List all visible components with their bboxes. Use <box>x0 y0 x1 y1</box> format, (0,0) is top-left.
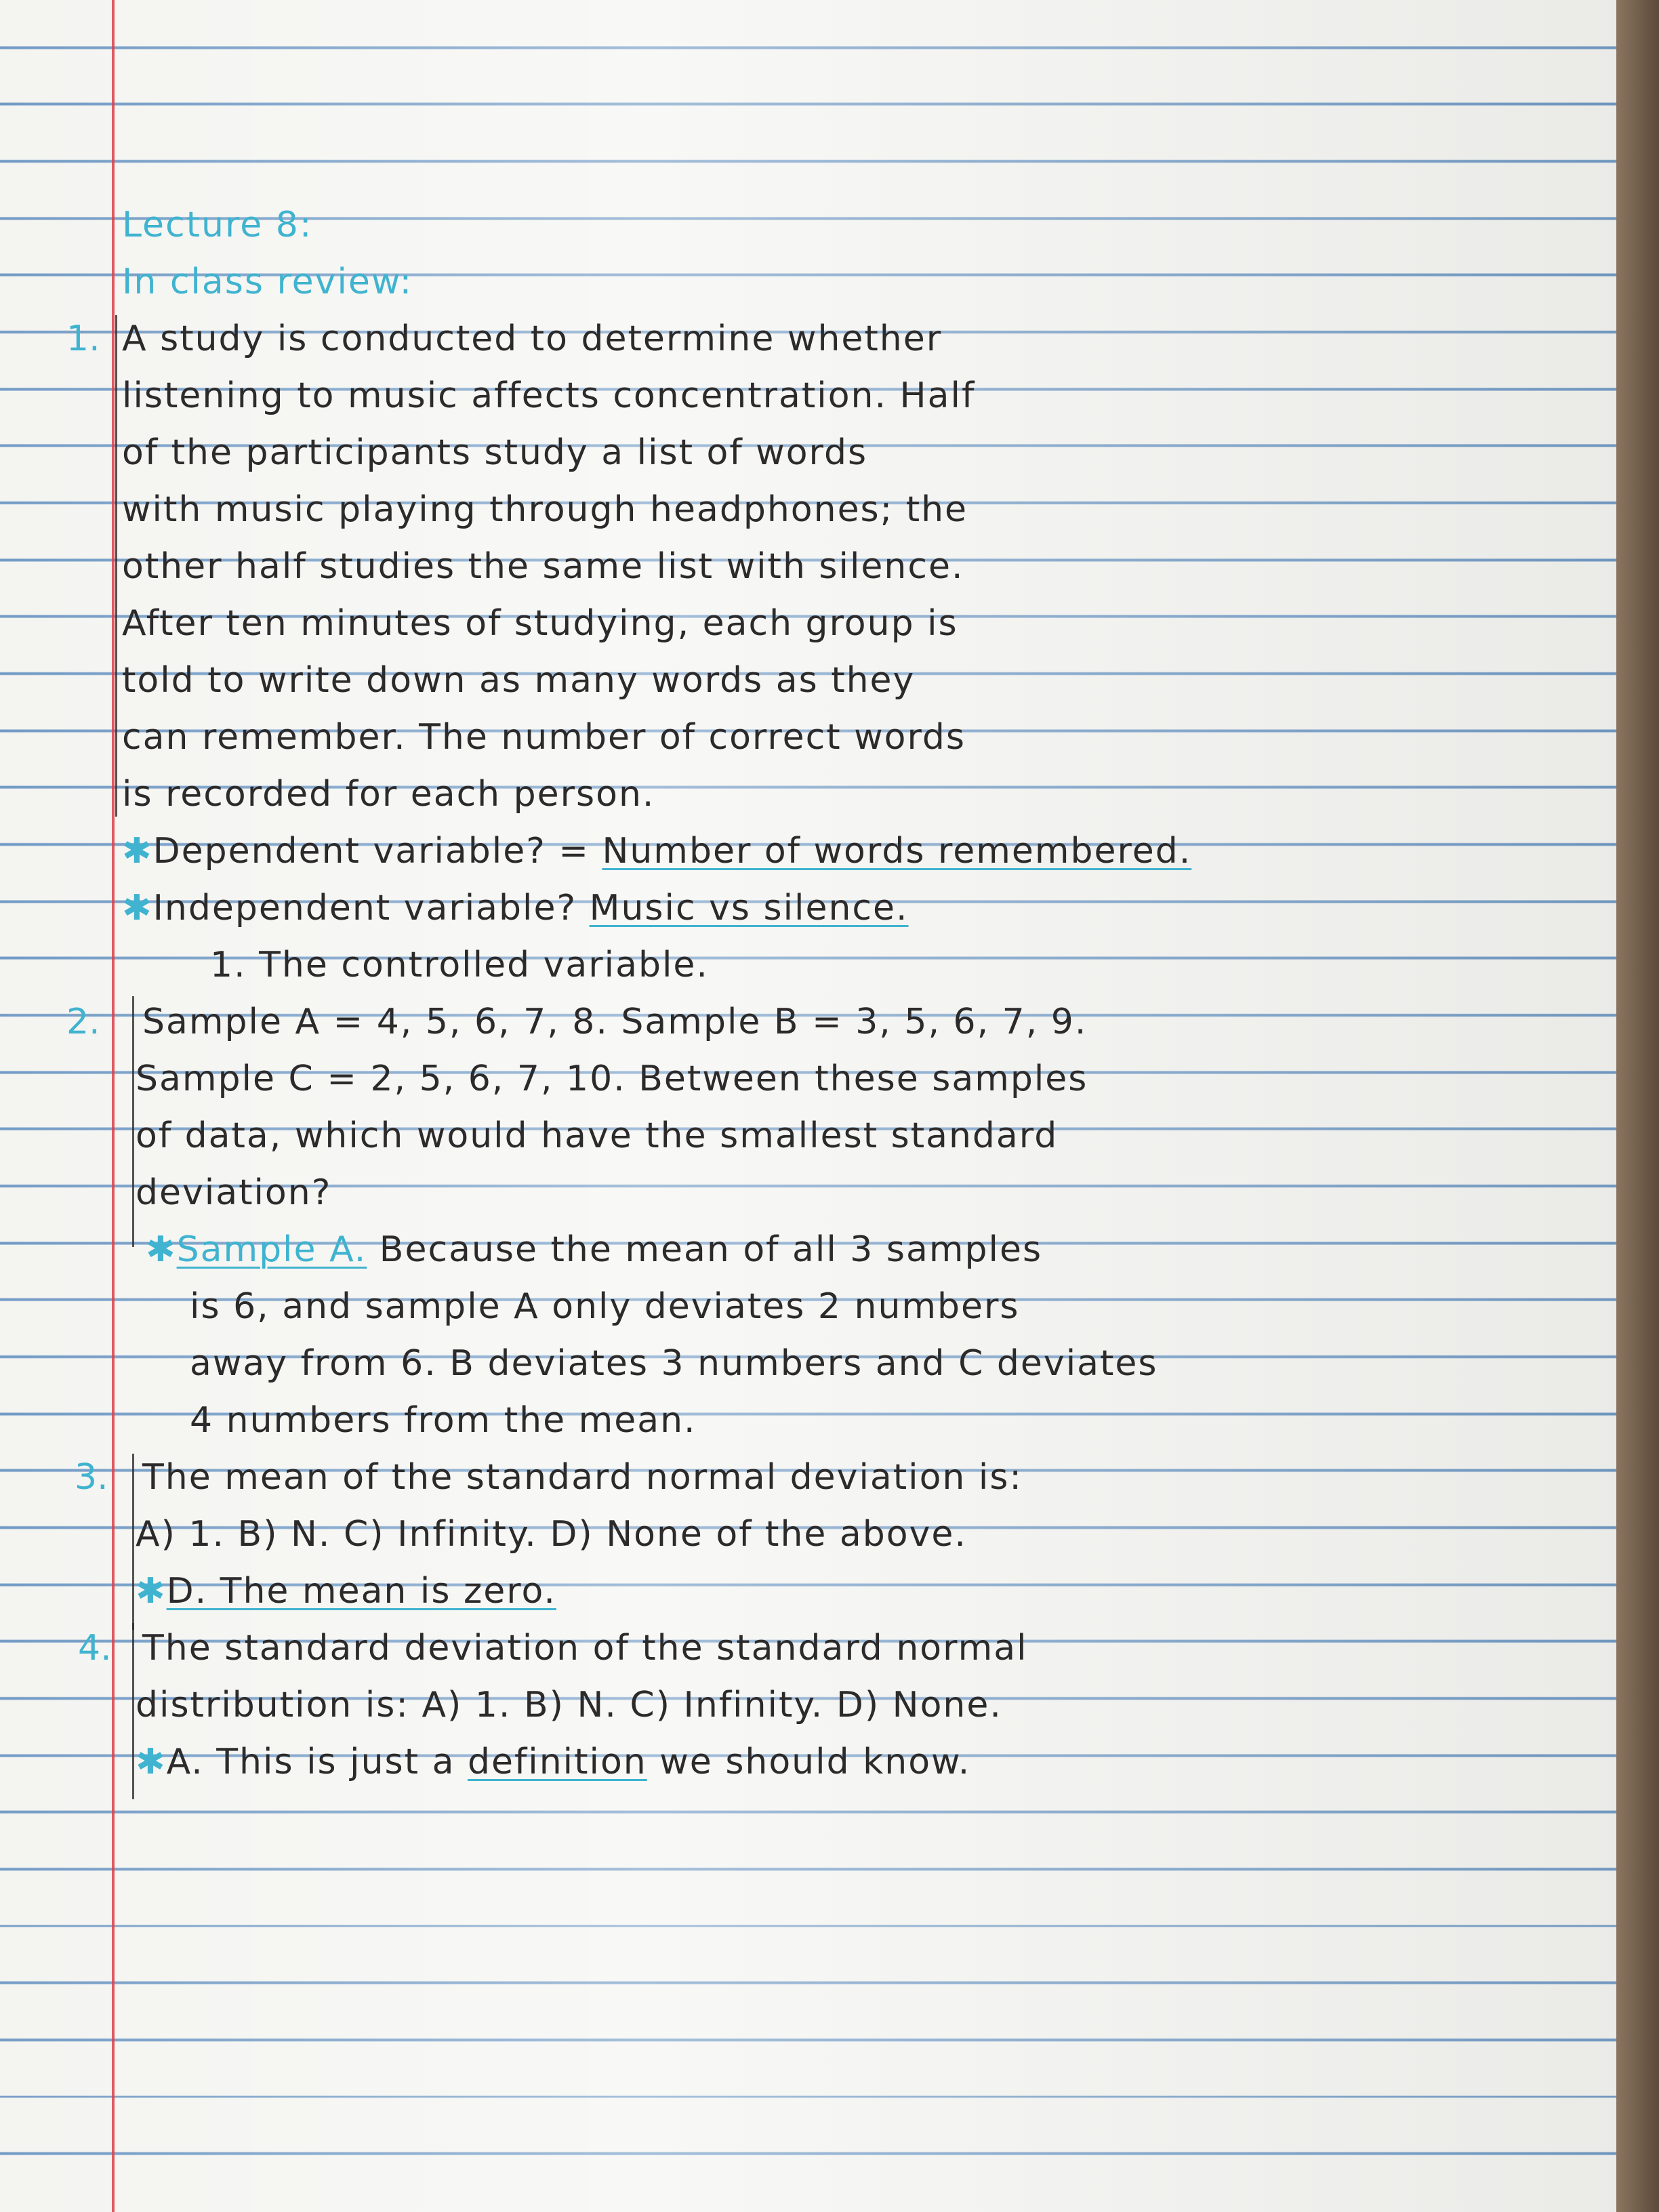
question-2-answer-line: away from 6. B deviates 3 numbers and C deviates <box>190 1343 1158 1384</box>
question-1-line: After ten minutes of studying, each group is <box>122 603 958 644</box>
question-3-number: 3. <box>75 1457 108 1498</box>
question-2-line: Sample A = 4, 5, 6, 7, 8. Sample B = 3, 5, 6, 7, 9. <box>142 1002 1088 1042</box>
independent-variable-label: Independent variable? <box>152 888 590 928</box>
question-2-number: 2. <box>66 1002 100 1042</box>
star-icon: ✱ <box>122 831 153 872</box>
question-1-bracket <box>115 315 117 817</box>
star-icon: ✱ <box>146 1229 177 1270</box>
question-3-answer <box>136 1563 556 1620</box>
dependent-variable-answer <box>122 823 1191 880</box>
independent-variable-value: Music vs silence. <box>589 888 909 928</box>
question-1-line: can remember. The number of correct words <box>122 717 966 758</box>
question-2-bracket <box>132 996 134 1247</box>
question-4-answer-prefix: A. This is just a <box>166 1742 468 1782</box>
lecture-title: Lecture 8: <box>122 205 313 245</box>
dependent-variable-label: Dependent variable? = <box>152 831 602 872</box>
question-4-text: The standard deviation of the standard normal <box>142 1628 1028 1668</box>
question-2-answer-text: Because the mean of all 3 samples <box>367 1229 1043 1270</box>
question-1-line: told to write down as many words as they <box>122 660 916 701</box>
question-2-answer-line: 4 numbers from the mean. <box>190 1400 697 1441</box>
lecture-subtitle: In class review: <box>122 262 413 302</box>
question-2-line: deviation? <box>136 1172 332 1213</box>
question-3-options: A) 1. B) N. C) Infinity. D) None of the above. <box>136 1514 967 1555</box>
question-4-answer-suffix: we should know. <box>647 1742 971 1782</box>
controlled-variable-note: 1. The controlled variable. <box>210 945 709 985</box>
question-1-line: of the participants study a list of words <box>122 432 868 473</box>
question-1-line: listening to music affects concentration. Half <box>122 375 976 416</box>
question-1-number: 1. <box>66 319 100 359</box>
margin-line <box>112 0 115 2212</box>
star-icon: ✱ <box>136 1571 167 1612</box>
desk-edge <box>1616 0 1659 2212</box>
question-2-answer <box>146 1221 1042 1278</box>
question-3-text: The mean of the standard normal deviation is: <box>142 1457 1023 1498</box>
star-icon: ✱ <box>136 1742 167 1782</box>
dependent-variable-value: Number of words remembered. <box>602 831 1192 872</box>
question-4-answer <box>136 1734 970 1790</box>
question-1-line: A study is conducted to determine whether <box>122 319 943 359</box>
question-2-answer-label: Sample A. <box>176 1229 367 1270</box>
question-2-line: of data, which would have the smallest standard <box>136 1115 1059 1156</box>
independent-variable-answer <box>122 880 909 937</box>
question-4-number: 4. <box>78 1628 112 1668</box>
question-4-answer-keyword: definition <box>467 1742 647 1782</box>
question-4-bracket <box>132 1623 134 1799</box>
question-2-line: Sample C = 2, 5, 6, 7, 10. Between these samples <box>136 1059 1088 1099</box>
question-3-answer-text: D. The mean is zero. <box>166 1571 556 1612</box>
star-icon: ✱ <box>122 888 153 928</box>
question-1-line: with music playing through headphones; the <box>122 489 968 530</box>
question-4-options: distribution is: A) 1. B) N. C) Infinity. D) None. <box>136 1685 1002 1725</box>
question-1-line: other half studies the same list with silence. <box>122 546 964 587</box>
question-1-line: is recorded for each person. <box>122 774 655 815</box>
question-2-answer-line: is 6, and sample A only deviates 2 numbers <box>190 1286 1020 1327</box>
question-3-bracket <box>132 1454 134 1630</box>
